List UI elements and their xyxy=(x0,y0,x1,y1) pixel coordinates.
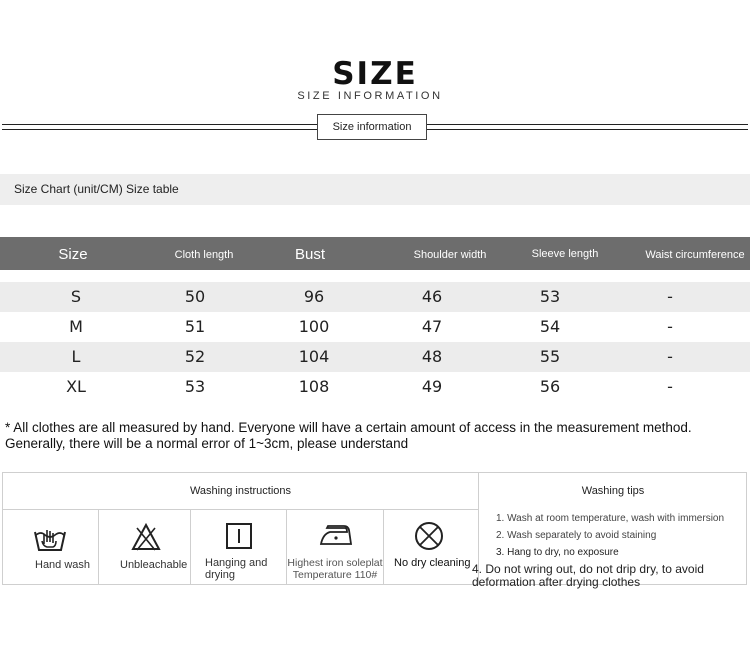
table-row xyxy=(0,282,750,312)
iron-label-line1: Highest iron soleplat xyxy=(287,557,383,569)
cell-sleeve-length: 56 xyxy=(539,377,561,396)
no-dry-clean-label: No dry cleaning xyxy=(394,557,471,569)
table-row xyxy=(0,372,750,402)
washing-tips-title: Washing tips xyxy=(581,485,645,497)
column-header-size: Size xyxy=(58,246,88,263)
washing-item-iron xyxy=(287,510,383,584)
hand-wash-icon xyxy=(31,520,69,554)
hang-dry-label xyxy=(205,557,267,581)
cell-size: XL xyxy=(66,377,86,396)
no-dry-clean-icon xyxy=(414,521,444,551)
cell-bust: 104 xyxy=(298,347,330,366)
table-row xyxy=(0,342,750,372)
cell-sleeve-length: 53 xyxy=(539,287,561,306)
cell-waist-circumference: - xyxy=(667,317,673,336)
cell-sleeve-length: 54 xyxy=(539,317,561,336)
cell-cloth-length: 53 xyxy=(184,377,206,396)
size-information-badge: Size information xyxy=(317,114,427,140)
measurement-note xyxy=(5,420,745,451)
column-header-waist-circumference: Waist circumference xyxy=(645,249,745,261)
measurement-note-line1: * All clothes are all measured by hand. Everyone will have a certain amount of access in the measurement method. xyxy=(5,420,692,435)
washing-item-no-dry-clean xyxy=(384,510,478,584)
hang-dry-label-line1: Hanging and xyxy=(205,557,268,569)
cell-size: L xyxy=(71,347,81,366)
cell-size: S xyxy=(70,287,82,306)
column-header-sleeve-length: Sleeve length xyxy=(531,248,599,260)
cell-cloth-length: 50 xyxy=(184,287,206,306)
unbleachable-label: Unbleachable xyxy=(120,559,188,571)
hang-dry-label-line2: drying xyxy=(205,569,235,581)
washing-tip-4: 4. Do not wring out, do not drip dry, to avoid deformation after drying clothes xyxy=(472,562,704,589)
iron-label-line2: Temperature 110# xyxy=(292,569,378,581)
cell-size: M xyxy=(69,317,83,336)
column-header-cloth-length: Cloth length xyxy=(174,249,234,261)
washing-item-hand-wash xyxy=(3,510,98,584)
cell-cloth-length: 51 xyxy=(184,317,206,336)
cell-shoulder-width: 47 xyxy=(421,317,443,336)
iron-icon xyxy=(318,522,354,548)
page-subtitle: SIZE INFORMATION xyxy=(297,90,443,102)
table-row xyxy=(0,312,750,342)
cell-bust: 100 xyxy=(298,317,330,336)
cell-shoulder-width: 49 xyxy=(421,377,443,396)
cell-bust: 108 xyxy=(298,377,330,396)
cell-shoulder-width: 46 xyxy=(421,287,443,306)
washing-tip-1: 1. Wash at room temperature, wash with immersion xyxy=(496,513,725,524)
size-chart-label: Size Chart (unit/CM) Size table xyxy=(0,174,750,205)
no-bleach-icon xyxy=(131,522,161,552)
cell-shoulder-width: 48 xyxy=(421,347,443,366)
washing-tip-3: 3. Hang to dry, no exposure xyxy=(496,547,619,558)
washing-item-hang-dry xyxy=(191,510,286,584)
cell-waist-circumference: - xyxy=(667,347,673,366)
column-header-shoulder-width: Shoulder width xyxy=(413,249,487,261)
cell-waist-circumference: - xyxy=(667,377,673,396)
cell-sleeve-length: 55 xyxy=(539,347,561,366)
cell-bust: 96 xyxy=(303,287,325,306)
iron-label xyxy=(285,557,385,581)
cell-waist-circumference: - xyxy=(667,287,673,306)
washing-item-unbleachable xyxy=(99,510,190,584)
measurement-note-line2: Generally, there will be a normal error of 1~3cm, please understand xyxy=(5,435,409,451)
hand-wash-label: Hand wash xyxy=(35,559,91,571)
size-table-header xyxy=(0,237,750,270)
washing-instructions-title: Washing instructions xyxy=(189,485,292,497)
hang-dry-icon xyxy=(225,522,253,550)
page-title: SIZE xyxy=(332,56,418,92)
cell-cloth-length: 52 xyxy=(184,347,206,366)
column-header-bust: Bust xyxy=(294,246,325,263)
washing-tip-2: 2. Wash separately to avoid staining xyxy=(496,530,657,541)
